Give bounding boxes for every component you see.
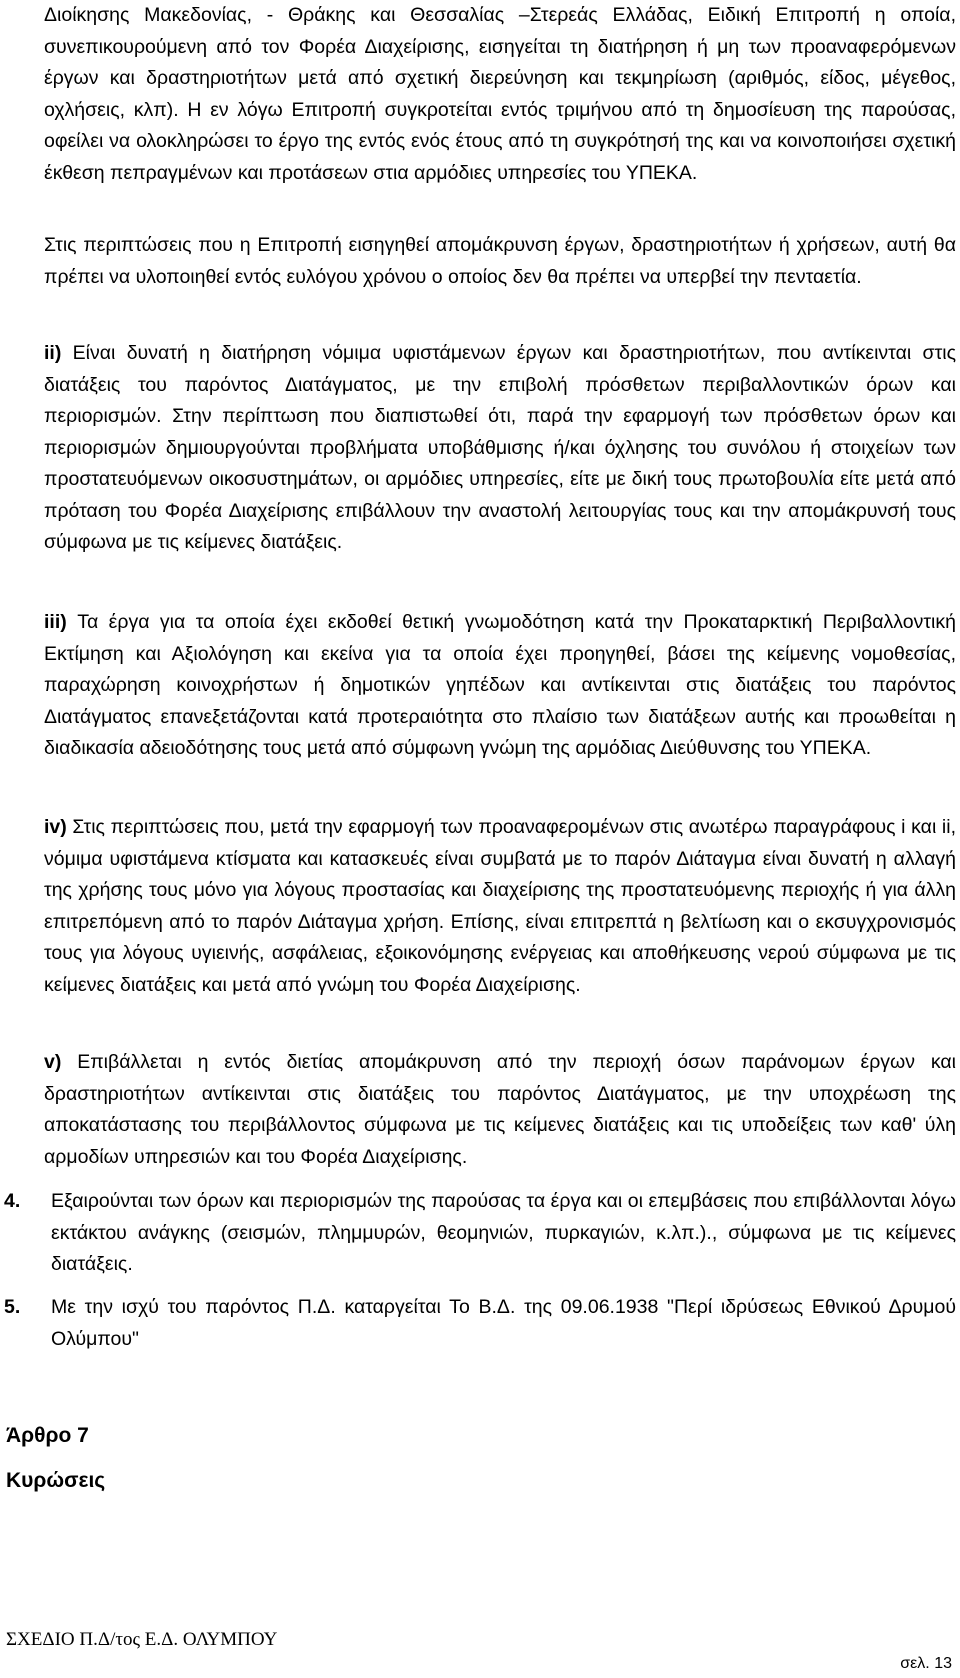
item-5-number: 5. — [4, 1296, 21, 1318]
subitem-iii — [44, 607, 956, 765]
subitem-v-label: v) — [44, 1051, 62, 1073]
subitem-ii — [44, 338, 956, 559]
item-4-text: Εξαιρούνται των όρων και περιορισμών της παρούσας τα έργα και οι επεμβάσεις που επιβάλλονται λόγω εκτάκτου ανάγκης (σεισμών, πλημμυρών, θεομηνιών, πυρκαγιών, κ.λπ.)., σύμφωνα με τις κείμενες διατάξεις. — [51, 1190, 956, 1275]
article-heading: Άρθρο 7 — [6, 1424, 89, 1447]
subitem-iv-text: Στις περιπτώσεις που, μετά την εφαρμογή των προαναφερομένων στις ανωτέρω παραγράφους i και ii, νόμιμα υφιστάμενα κτίσματα και κατασκευές είναι συμβατά με το παρόν Διάταγμα είναι δυνατή η αλλαγή της χρήσης τους μόνο για λόγους προστασίας και διαχείρισης της προστατευόμενης περιοχής ή για άλλη επιτρεπόμενη από το παρόν Διάταγμα χρήση. Επίσης, είναι επιτρεπτά η βελτίωση και ο εκσυγχρονισμός τους για λόγους υγιεινής, ασφάλειας, εξοικονόμησης ενέργειας και αποθήκευσης νερού σύμφωνα με τις κείμενες διατάξεις και μετά από γνώμη του Φορέα Διαχείρισης. — [44, 816, 956, 996]
footer-document-title: ΣΧΕΔΙΟ Π.Δ/τος Ε.Δ. ΟΛΥΜΠΟΥ — [6, 1629, 278, 1650]
intro-paragraph-2: Στις περιπτώσεις που η Επιτροπή εισηγηθεί απομάκρυνση έργων, δραστηριοτήτων ή χρήσεων, αυτή θα πρέπει να υλοποιηθεί εντός ευλόγου χρόνου ο οποίος δεν θα πρέπει να υπερβεί την πενταετία. — [44, 234, 956, 288]
subitem-ii-text: Είναι δυνατή η διατήρηση νόμιμα υφιστάμενων έργων και δραστηριοτήτων, που αντίκεινται στις διατάξεις του παρόντος Διατάγματος, με την επιβολή πρόσθετων περιβαλλοντικών όρων και περιορισμών. Στην περίπτωση που διαπιστωθεί ότι, παρά την εφαρμογή των πρόσθετων όρων και περιορισμών δημιουργούνται προβλήματα υποβάθμισης ή/και όχλησης του συνόλου ή στοιχείων των προστατευόμενων οικοσυστημάτων, οι αρμόδιες υπηρεσίες, είτε με δική τους πρωτοβουλία είτε μετά από πρόταση του Φορέα Διαχείρισης επιβάλλουν την αναστολή λειτουργίας τους και την απομάκρυνσή τους σύμφωνα με τις κείμενες διατάξεις. — [44, 342, 956, 553]
subitem-iii-label: iii) — [44, 611, 67, 633]
article-title: Κυρώσεις — [6, 1469, 106, 1492]
item-4-number: 4. — [4, 1190, 21, 1212]
subitem-iv-label: iv) — [44, 816, 67, 838]
subitem-v-text: Επιβάλλεται η εντός διετίας απομάκρυνση από την περιοχή όσων παράνομων έργων και δραστηριοτήτων αντίκεινται στις διατάξεις του παρόντος Διατάγματος, με την υποχρέωση της αποκατάστασης του περιβάλλοντος σύμφωνα με τις κείμενες διατάξεις και τις υποδείξεις των καθ' ύλη αρμοδίων υπηρεσιών και του Φορέα Διαχείρισης. — [44, 1051, 956, 1168]
subitem-v — [44, 1047, 956, 1173]
subitem-iv — [44, 812, 956, 1001]
subitem-ii-label: ii) — [44, 342, 62, 364]
item-5-text: Με την ισχύ του παρόντος Π.Δ. καταργείται Το Β.Δ. της 09.06.1938 "Περί ιδρύσεως Εθνικού Δρυμού Ολύμπου" — [51, 1296, 956, 1350]
subitem-iii-text: Τα έργα για τα οποία έχει εκδοθεί θετική γνωμοδότηση κατά την Προκαταρκτική Περιβαλλοντική Εκτίμηση και Αξιολόγηση και εκείνα για τα οποία έχει προηγηθεί, βάσει της κείμενης νομοθεσίας, παραχώρηση κοινοχρήστων ή δημοτικών γηπέδων και αντίκεινται στις διατάξεις του παρόντος Διατάγματος επανεξετάζονται κατά προτεραιότητα στο πλαίσιο των διατάξεων αυτής και προωθείται η διαδικασία αδειοδότησης τους μετά από σύμφωνη γνώμη της αρμόδιας Διεύθυνσης του ΥΠΕΚΑ. — [44, 611, 956, 759]
footer-page-number: σελ. 13 — [900, 1655, 952, 1672]
intro-paragraph-1: Διοίκησης Μακεδονίας, - Θράκης και Θεσσαλίας –Στερεάς Ελλάδας, Ειδική Επιτροπή η οποία, συνεπικουρούμενη από τον Φορέα Διαχείρισης, εισηγείται τη διατήρηση ή μη των προαναφερόμενων έργων και δραστηριοτήτων μετά από σχετική διερεύνηση και τεκμηρίωση (αριθμός, είδος, μέγεθος, οχλήσεις, κλπ). Η εν λόγω Επιτροπή συγκροτείται εντός τριμήνου από τη δημοσίευση της παρούσας, οφείλει να ολοκληρώσει το έργο της εντός ενός έτους από τη συγκρότησή της και να κοινοποιήσει σχετική έκθεση πεπραγμένων και προτάσεων στια αρμόδιες υπηρεσίες του ΥΠΕΚΑ. — [44, 4, 956, 184]
